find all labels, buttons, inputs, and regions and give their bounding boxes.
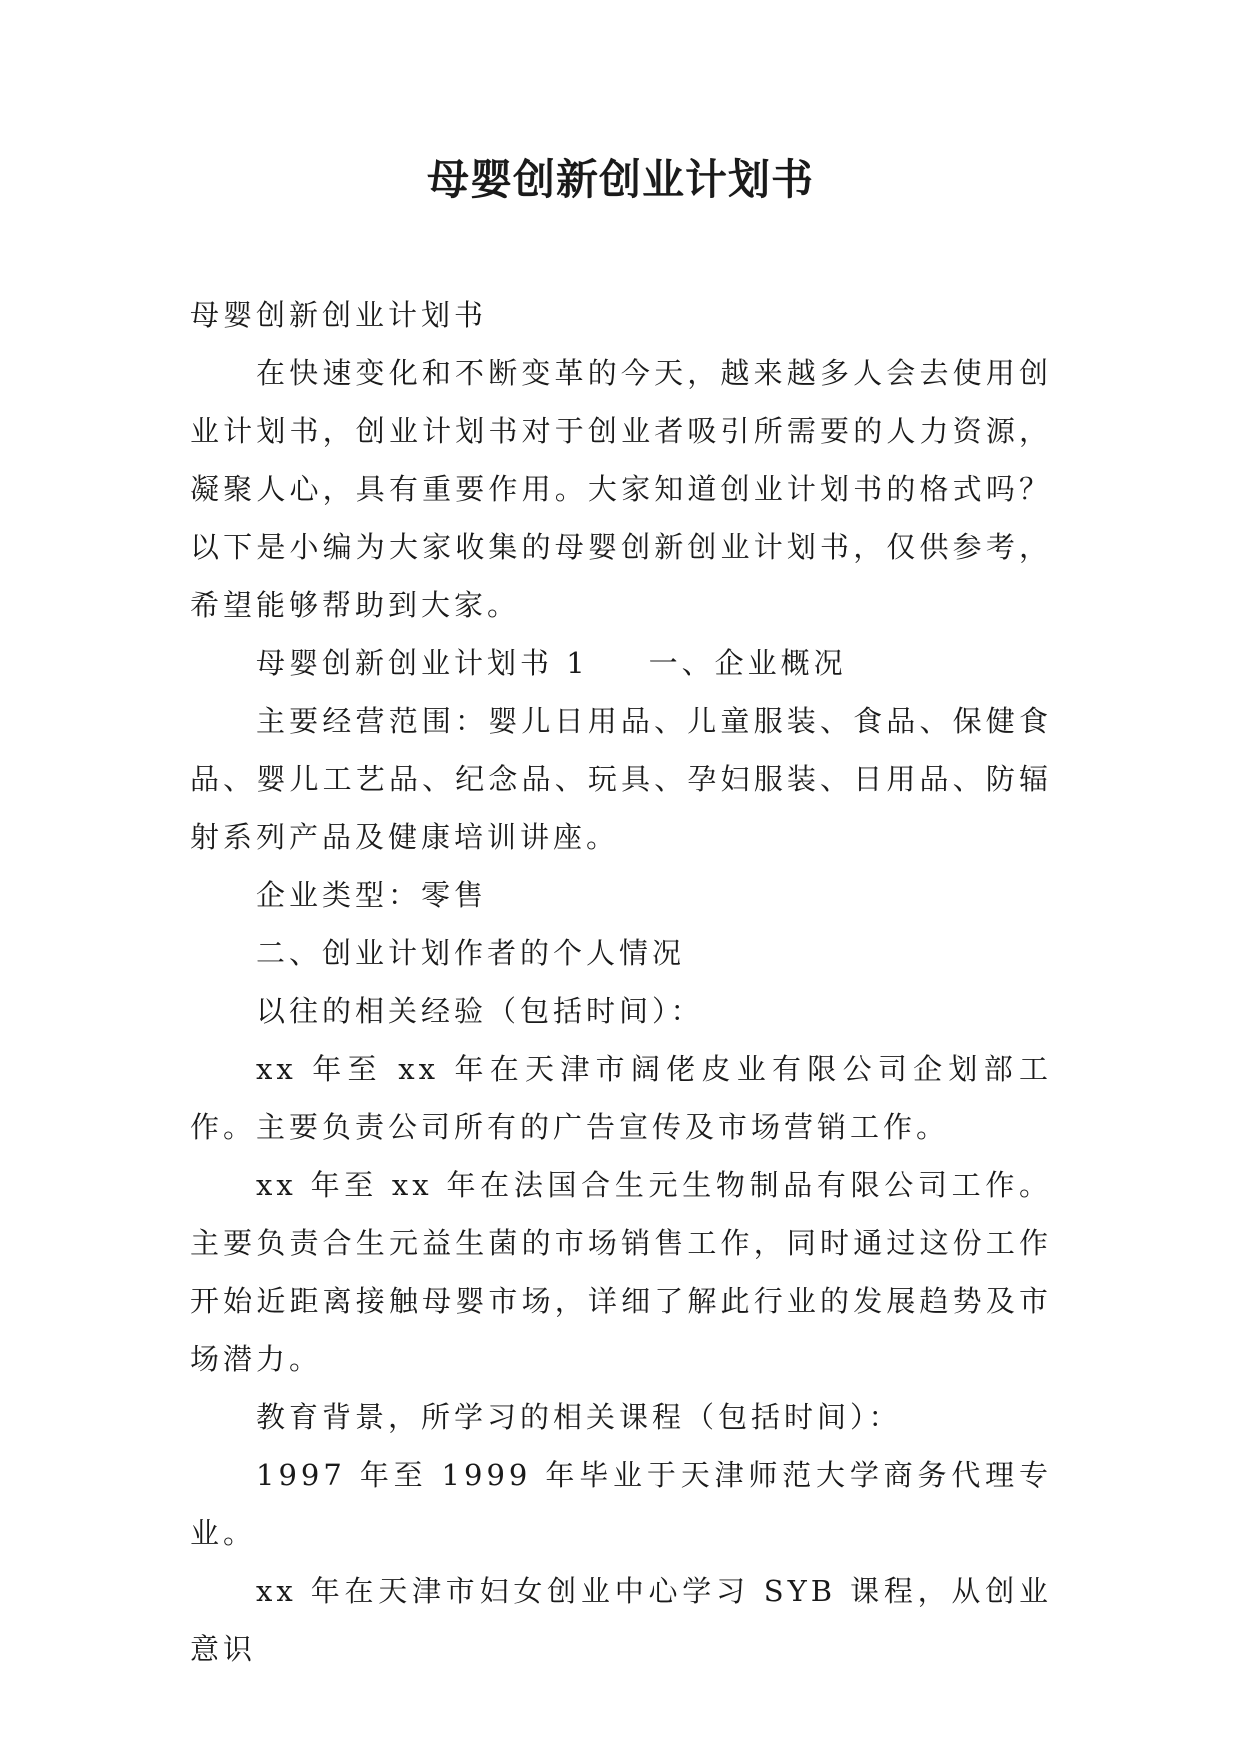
- paragraph-experience-1: xx 年至 xx 年在天津市阔佬皮业有限公司企划部工作。主要负责公司所有的广告宣传及市场营销工作。: [190, 1052, 1052, 1144]
- section-2-heading: 二、创业计划作者的个人情况: [256, 936, 686, 970]
- paragraph-heading: 母婴创新创业计划书: [190, 298, 488, 332]
- paragraph-experience-heading: 以往的相关经验（包括时间）：: [256, 994, 704, 1028]
- paragraph-education-heading: 教育背景，所学习的相关课程（包括时间）：: [256, 1400, 902, 1434]
- paragraph-plan-1: [190, 634, 1052, 692]
- paragraph-business-type: 企业类型：零售: [256, 878, 488, 912]
- paragraph-intro: 在快速变化和不断变革的今天，越来越多人会去使用创业计划书，创业计划书对于创业者吸引所需要的人力资源，凝聚人心，具有重要作用。大家知道创业计划书的格式吗？以下是小编为大家收集的母婴创新创业计划书，仅供参考，希望能够帮助到大家。: [190, 356, 1052, 622]
- section-1-heading: 一、企业概况: [648, 646, 847, 680]
- paragraph-business-scope: 主要经营范围：婴儿日用品、儿童服装、食品、保健食品、婴儿工艺品、纪念品、玩具、孕妇服装、日用品、防辐射系列产品及健康培训讲座。: [190, 704, 1052, 854]
- paragraph-experience-2: xx 年至 xx 年在法国合生元生物制品有限公司工作。主要负责合生元益生菌的市场销售工作，同时通过这份工作开始近距离接触母婴市场，详细了解此行业的发展趋势及市场潜力。: [190, 1168, 1052, 1376]
- paragraph-education-2: xx 年在天津市妇女创业中心学习 SYB 课程，从创业意识: [190, 1574, 1052, 1666]
- document-title: 母婴创新创业计划书: [426, 155, 814, 204]
- plan-1-label: 母婴创新创业计划书 1: [256, 646, 589, 680]
- document-body: [190, 286, 1052, 1678]
- paragraph-education-1: 1997 年至 1999 年毕业于天津师范大学商务代理专业。: [190, 1458, 1052, 1550]
